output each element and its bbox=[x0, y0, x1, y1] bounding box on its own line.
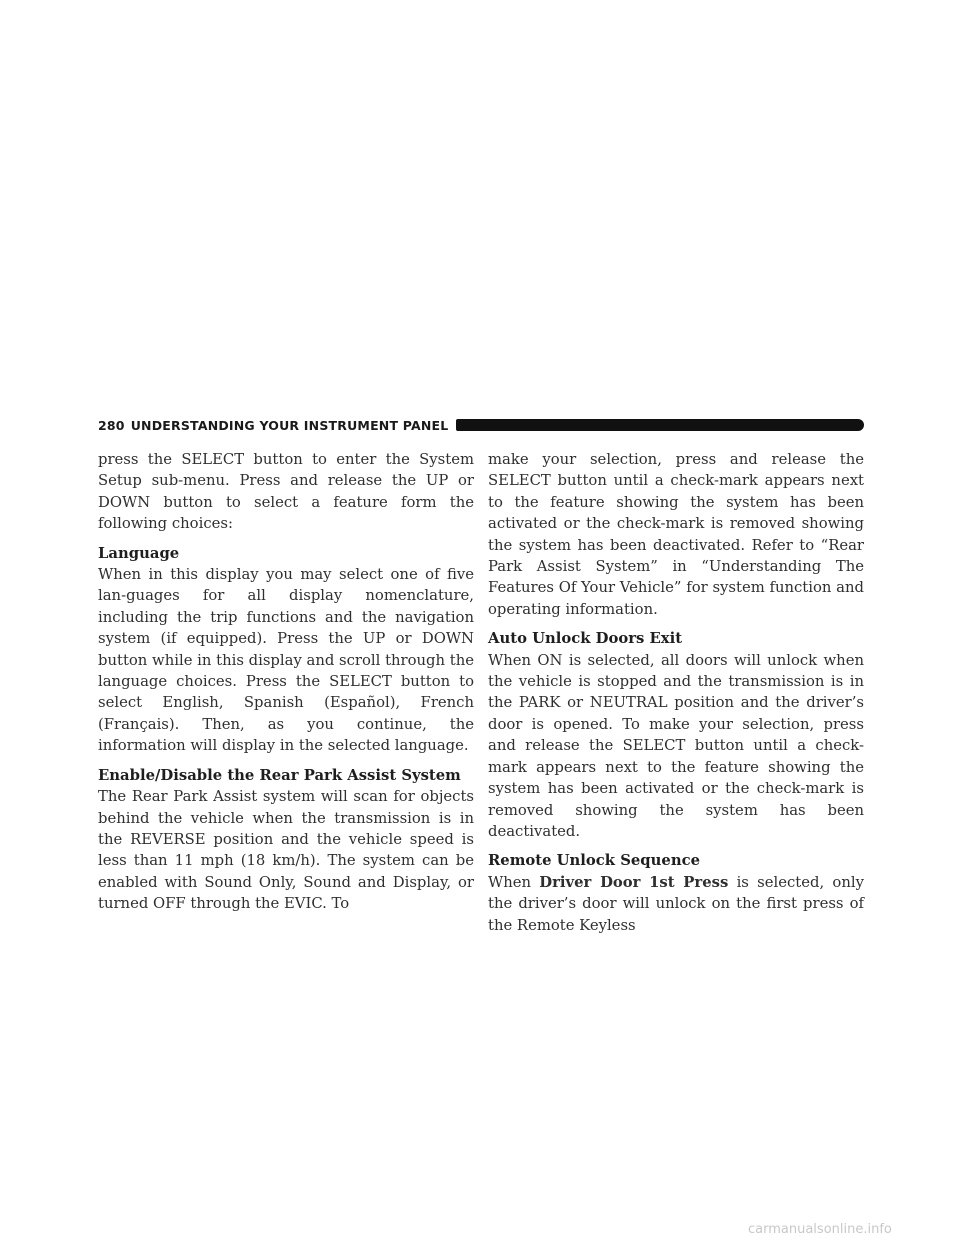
page-number: 280 bbox=[98, 417, 125, 433]
rear-park-assist-heading: Enable/Disable the Rear Park Assist System bbox=[98, 766, 461, 784]
page-header bbox=[98, 414, 864, 436]
site-watermark: carmanualsonline.info bbox=[748, 1222, 892, 1237]
intro-paragraph: press the SELECT button to enter the System Setup sub-menu. Press and release the UP or DOWN button to select a feature form the following choices: bbox=[98, 451, 474, 533]
remote-text: is selected, only the driver’s door will unlock on the first press of the Remote Keyless bbox=[488, 873, 864, 934]
remote-unlock-paragraph bbox=[488, 872, 864, 936]
remote-bold-option: Driver Door 1st Press bbox=[539, 873, 729, 891]
auto-unlock-heading: Auto Unlock Doors Exit bbox=[488, 630, 683, 648]
section-title: UNDERSTANDING YOUR INSTRUMENT PANEL bbox=[130, 417, 449, 433]
left-column bbox=[98, 449, 474, 915]
rear-park-assist-continued: make your selection, press and release the SELECT button until a check-mark appears next to the feature showing the system has been activated or the check-mark is removed showing the system has been deactivated. Refer to “Rear Park Assist System” in “Understanding The Features Of Your Vehicle” for system function and operating information. bbox=[488, 451, 864, 618]
remote-prefix: When bbox=[488, 873, 532, 891]
right-column bbox=[488, 449, 864, 936]
auto-unlock-paragraph: When ON is selected, all doors will unlock when the vehicle is stopped and the transmission is in the PARK or NEUTRAL position and the driver’s door is opened. To make your selection, press and release the SELECT button until a check-mark appears next to the feature showing the system has been activated or the check-mark is removed showing the system has been deactivated. bbox=[488, 651, 864, 840]
remote-unlock-heading: Remote Unlock Sequence bbox=[488, 852, 701, 870]
header-rule bbox=[456, 419, 864, 431]
rear-park-assist-paragraph: The Rear Park Assist system will scan for objects behind the vehicle when the transmission is in the REVERSE position and the vehicle speed is less than 11 mph (18 km/h). The system can be enabled with Sound Only, Sound and Display, or turned OFF through the EVIC. To bbox=[98, 788, 474, 913]
language-heading: Language bbox=[98, 544, 180, 562]
language-paragraph: When in this display you may select one of five lan-guages for all display nomenclature, including the trip functions and the navigation system (if equipped). Press the UP or DOWN button while in this display and scroll through the language choices. Press the SELECT button to select English, Spanish (Español), French (Français). Then, as you continue, the information will display in the selected language. bbox=[98, 566, 474, 755]
